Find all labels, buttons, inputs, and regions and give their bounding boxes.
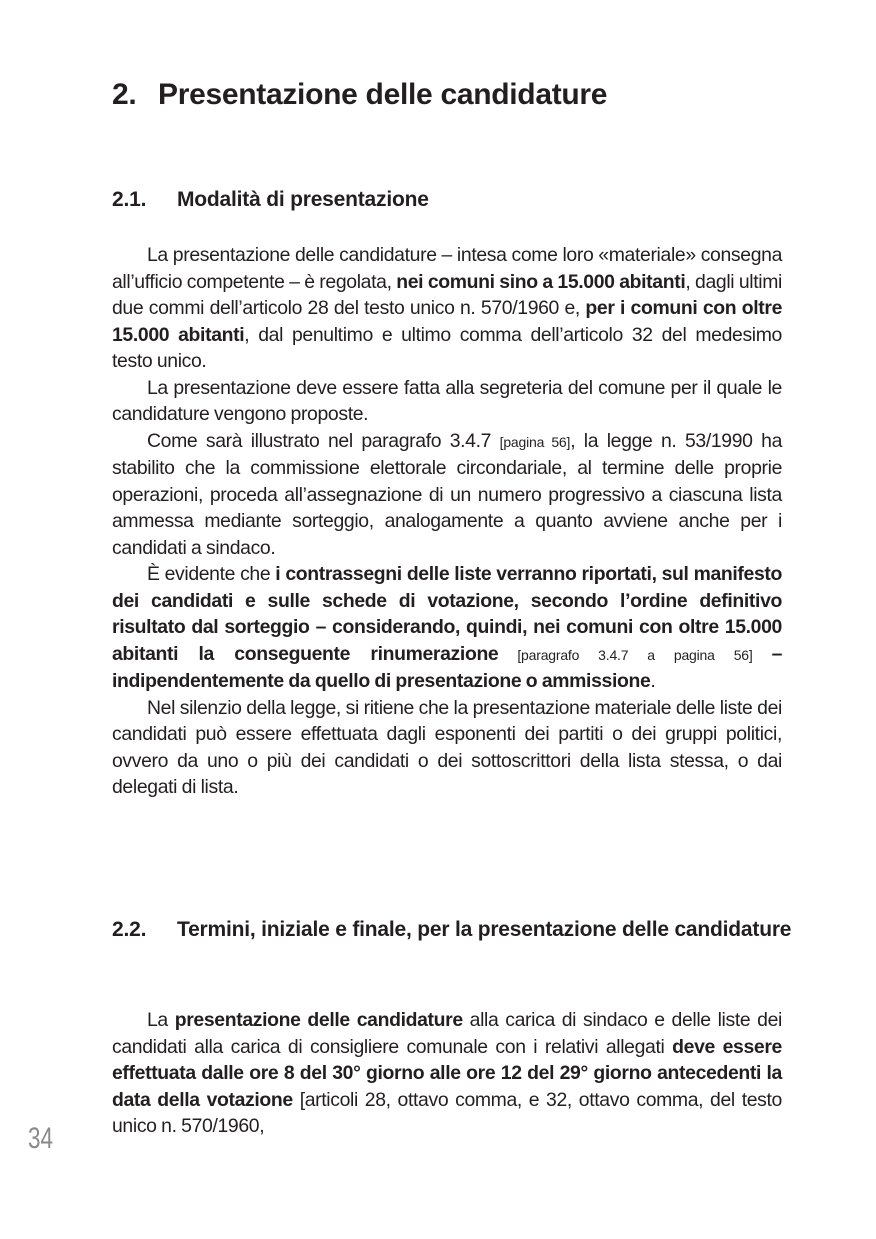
text-run: Come sarà illustrato nel paragrafo 3.4.7 xyxy=(147,429,500,452)
text-run: [articoli 28, ottavo comma, e 32, ottavo comma, del testo unico n. 570/1960, xyxy=(112,1088,782,1137)
paragraph xyxy=(112,561,782,695)
section-2-2-title: Termini, iniziale e finale, per la presentazione delle candidature xyxy=(177,918,792,941)
paragraph xyxy=(112,242,782,375)
text-run: , la legge n. 53/1990 ha stabilito che la commissione elettorale circondariale, al termine delle proprie operazioni, proceda all’assegnazione di un numero progressivo a ciascuna lista ammessa mediante sorteggio, analogamente a quanto avviene anche per i candidati a sindaco. xyxy=(112,429,782,559)
bold-text-run: nei comuni sino a 15.000 abitanti xyxy=(396,270,686,293)
text-run: La presentazione delle candidature – intesa come loro «materiale» consegna all’ufficio competente – è regolata, xyxy=(112,244,782,293)
paragraph xyxy=(112,428,782,562)
page-reference: [pagina 56] xyxy=(499,433,571,450)
bold-text-run: – indipendentemente da quello di presentazione o ammissione xyxy=(112,642,782,692)
section-2-2-heading xyxy=(112,914,797,946)
text-run: alla carica di sindaco e delle liste dei candidati alla carica di consigliere comunale con i relativi allegati xyxy=(112,1009,783,1058)
bold-text-run: presentazione delle candidature xyxy=(174,1009,463,1031)
section-2-1-heading xyxy=(112,184,797,216)
bold-text-run: deve essere effettuata dalle ore 8 del 30° giorno alle ore 12 del 29° giorno antecedenti la data della votazione xyxy=(112,1035,782,1111)
section-2-2-body xyxy=(112,1007,782,1140)
paragraph: La presentazione deve essere fatta alla segreteria del comune per il quale le candidature vengono proposte. xyxy=(112,376,782,425)
text-run: È evidente che xyxy=(147,563,276,585)
page-reference: [paragrafo 3.4.7 a pagina 56] xyxy=(498,646,772,663)
page-number: 34 xyxy=(28,1122,54,1155)
bold-text-run: per i comuni con oltre 15.000 abitanti xyxy=(112,297,783,346)
paragraph: Nel silenzio della legge, si ritiene che la presentazione materiale delle liste dei candidati può essere effettuata dagli esponenti dei partiti o dei gruppi politici, ovvero da uno o più dei candidati o dei sottoscrittori della lista stessa, o dai delegati di lista. xyxy=(112,696,782,798)
bold-text-run: i contrassegni delle liste verranno riportati, sul manifesto dei candidati e sulle schede di votazione, secondo l’ordine definitivo risultato dal sorteggio – considerando, quindi, nei comuni con oltre 15.000 abitanti la conseguente rinumerazione xyxy=(112,563,782,665)
chapter-title: Presentazione delle candidature xyxy=(158,78,608,111)
section-2-2-number: 2.2. xyxy=(112,918,147,941)
text-run: La xyxy=(147,1009,175,1031)
section-2-1-title: Modalità di presentazione xyxy=(177,188,429,211)
text-run: , dal penultimo e ultimo comma dell’articolo 32 del medesimo testo unico. xyxy=(112,323,782,372)
paragraph xyxy=(112,1007,782,1140)
text-run: , dagli ultimi due commi dell’articolo 28 del testo unico n. 570/1960 e, xyxy=(112,270,783,319)
section-2-1-body xyxy=(112,242,782,801)
section-2-1-number: 2.1. xyxy=(112,188,147,211)
chapter-number: 2. xyxy=(112,78,137,111)
chapter-heading xyxy=(112,78,607,112)
text-run: . xyxy=(650,670,656,692)
